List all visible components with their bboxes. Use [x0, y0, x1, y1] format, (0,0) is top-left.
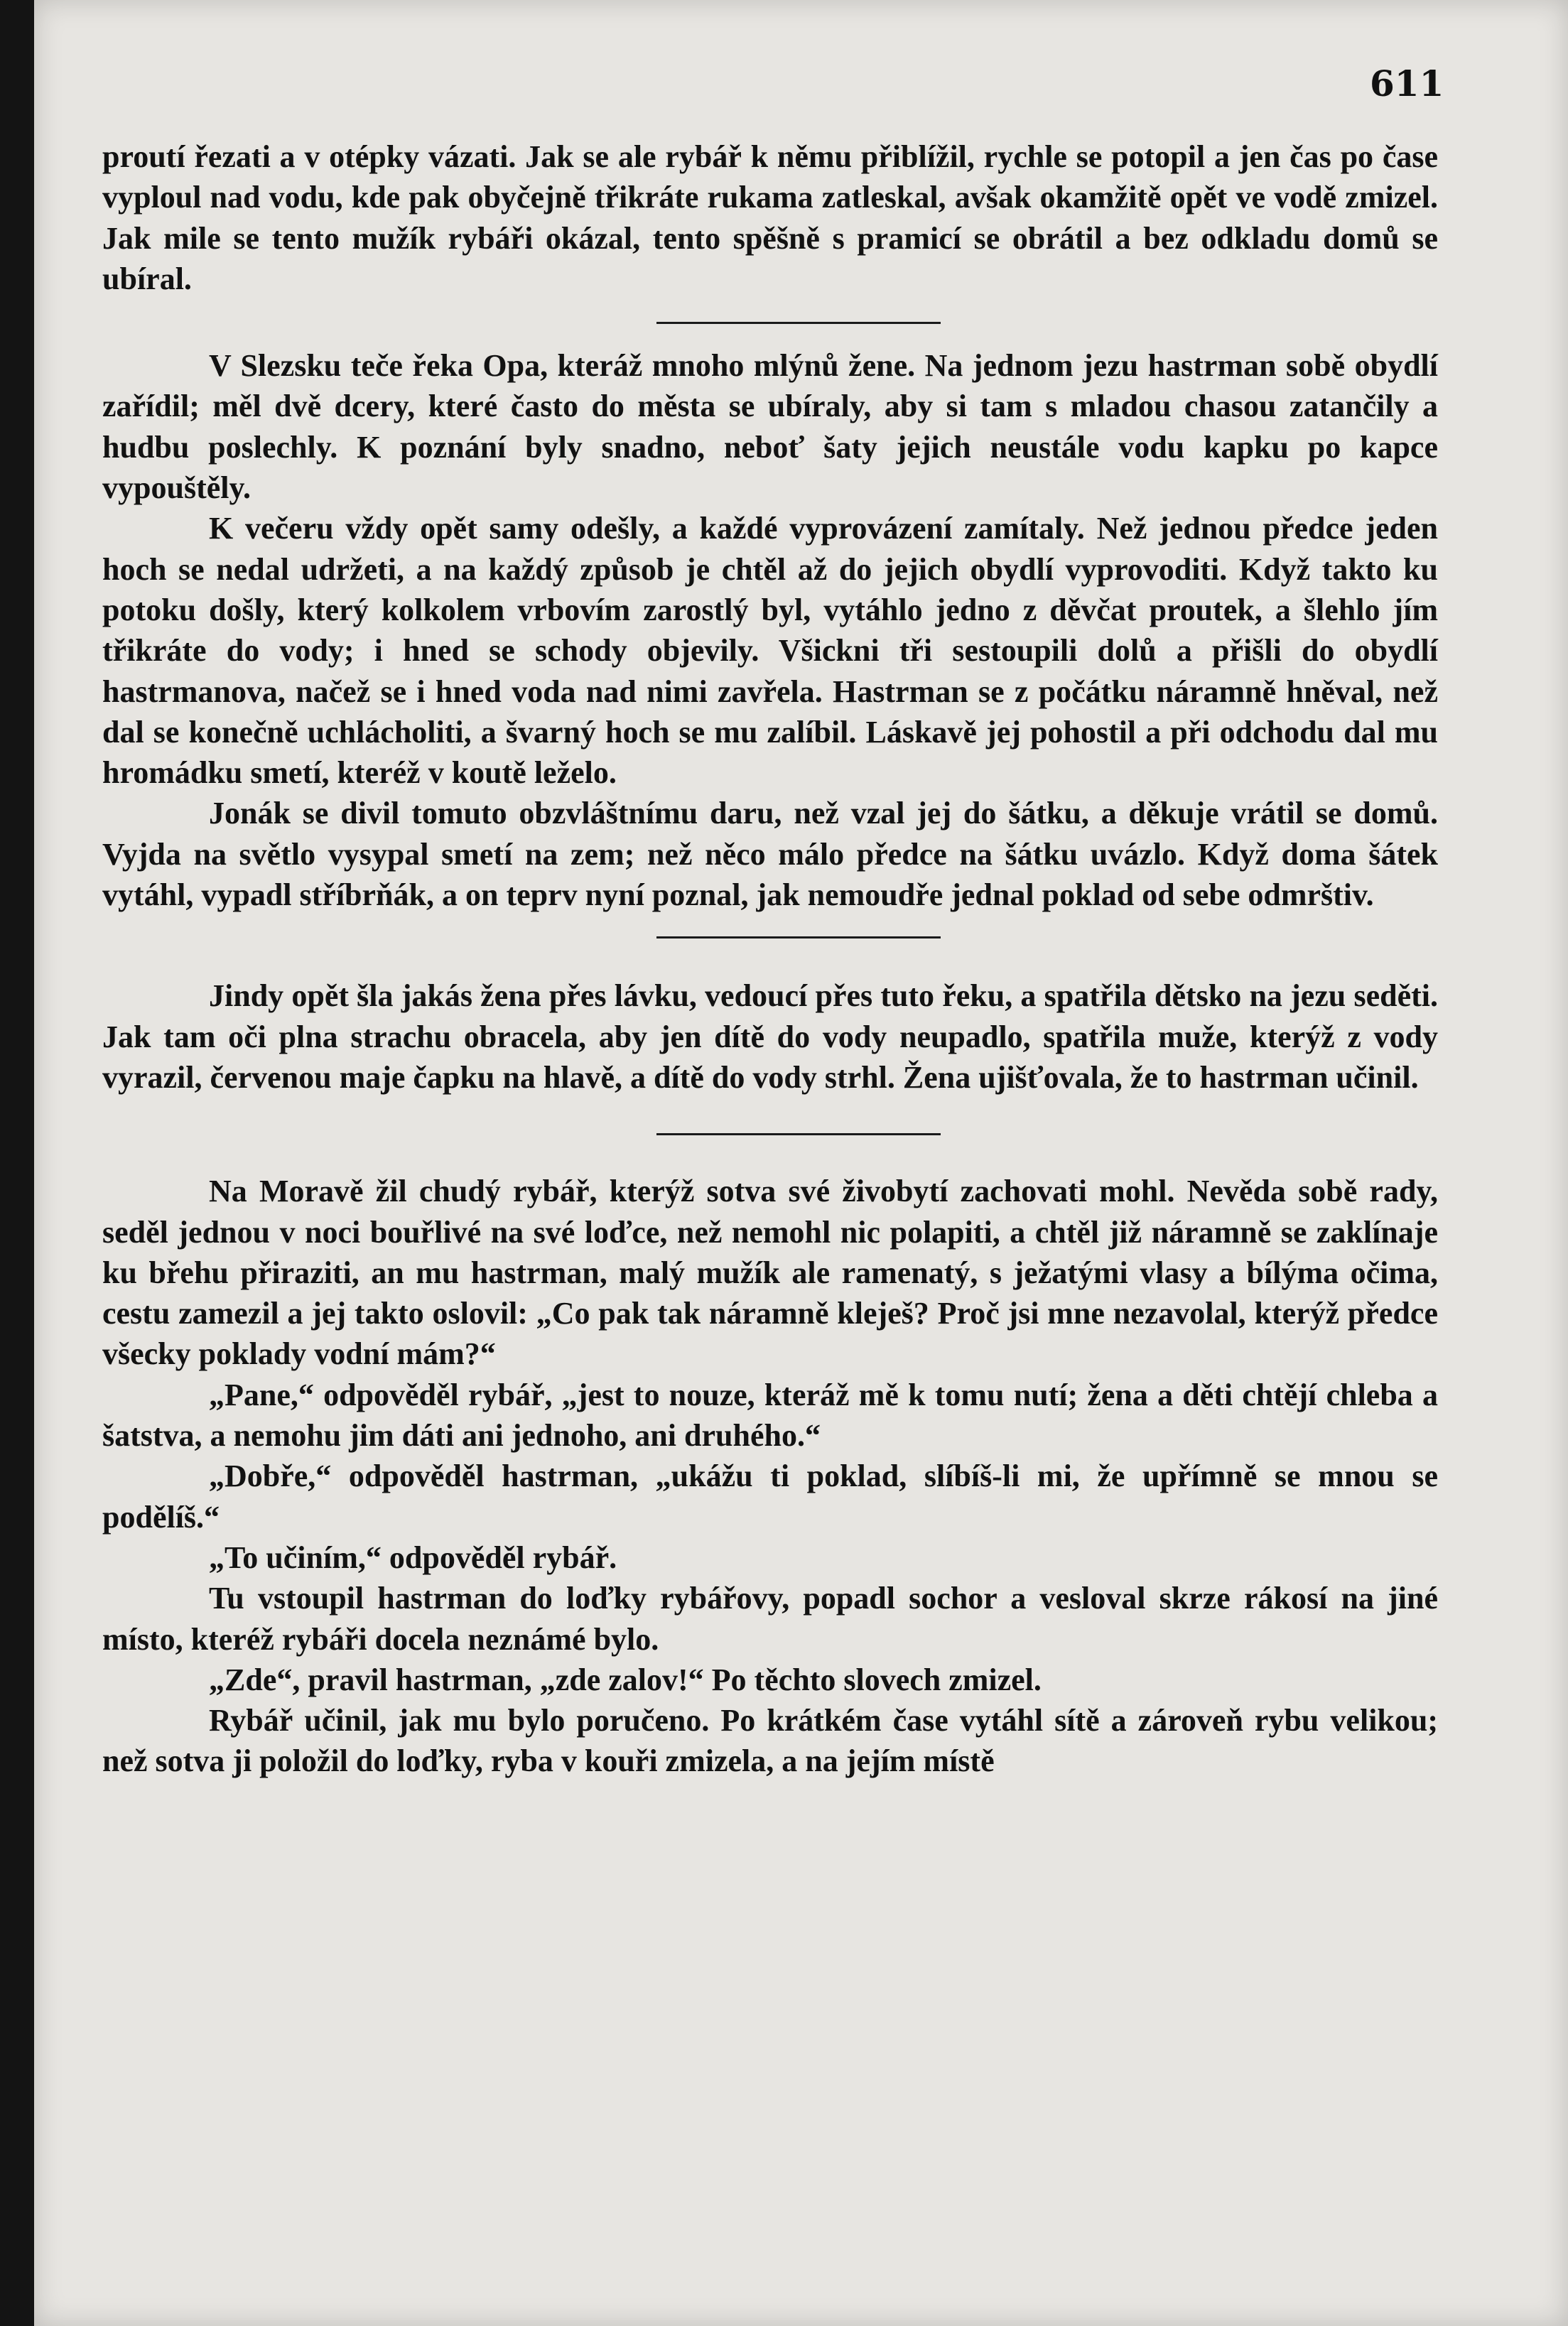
paragraph: proutí řezati a v otépky vázati. Jak se ale rybář k němu přiblížil, rychle se potopil a jen čas po čase vyploul nad vodu, kde pak obyčejně třikráte rukama zatleskal, avšak okamžitě opět ve vodě zmizel. Jak mile se tento mužík rybáři okázal, tento spěšně s pramicí se obrátil a bez odkladu domů se ubíral. [102, 139, 1438, 296]
paragraph: Rybář učinil, jak mu bylo poručeno. Po krátkém čase vytáhl sítě a zároveň rybu velikou; než sotva ji položil do loďky, ryba v kouři zmizela, a na jejím místě [102, 1703, 1438, 1779]
section-divider [656, 1133, 941, 1135]
paragraph: Na Moravě žil chudý rybář, kterýž sotva své živobytí zachovati mohl. Nevěda sobě rady, seděl jednou v noci bouřlivé na své loďce, než nemohl nic polapiti, a chtěl již náramně se zaklínaje ku břehu přiraziti, an mu hastrman, malý mužík ale ramenatý, s ježatými vlasy a bílýma očima, cestu zamezil a jej takto oslovil: „Co pak tak náramně kleješ? Proč jsi mne nezavolal, kterýž předce všecky poklady vodní mám?“ [102, 1174, 1438, 1372]
paragraph: Tu vstoupil hastrman do loďky rybářovy, popadl sochor a vesloval skrze rákosí na jiné místo, kteréž rybáři docela neznámé bylo. [102, 1581, 1438, 1657]
section-divider [656, 936, 941, 938]
book-page [34, 0, 1568, 2326]
section-divider [656, 322, 941, 324]
paragraph: „Pane,“ odpověděl rybář, „jest to nouze, kteráž mě k tomu nutí; žena a děti chtějí chleba a šatstva, a nemohu jim dáti ani jednoho, ani druhého.“ [102, 1377, 1438, 1454]
paragraph: Jindy opět šla jakás žena přes lávku, vedoucí přes tuto řeku, a spatřila dětsko na jezu seděti. Jak tam oči plna strachu obracela, aby jen dítě do vody neupadlo, spatřila muže, kterýž z vody vyrazil, červenou maje čapku na hlavě, a dítě do vody strhl. Žena ujišťovala, že to hastrman učinil. [102, 978, 1438, 1095]
page-text [102, 136, 1438, 1782]
paragraph: „Dobře,“ odpověděl hastrman, „ukážu ti poklad, slíbíš-li mi, že upřímně se mnou se podělíš.“ [102, 1459, 1438, 1535]
paragraph: „Zde“, pravil hastrman, „zde zalov!“ Po těchto slovech zmizel. [209, 1662, 1042, 1697]
page-number: 611 [1370, 63, 1444, 104]
paragraph: Jonák se divil tomuto obzvláštnímu daru, než vzal jej do šátku, a děkuje vrátil se domů. Vyjda na světlo vysypal smetí na zem; než něco málo předce na šátku uvázlo. Když doma šátek vytáhl, vypadl stříbrňák, a on teprv nyní poznal, jak nemoudře jednal poklad od sebe odmrštiv. [102, 796, 1438, 913]
paragraph: „To učiním,“ odpověděl rybář. [209, 1540, 617, 1575]
paragraph: V Slezsku teče řeka Opa, kteráž mnoho mlýnů žene. Na jednom jezu hastrman sobě obydlí zařídil; měl dvě dcery, které často do města se ubíraly, aby si tam s mladou chasou zatančily a hudbu poslechly. K poznání byly snadno, neboť šaty jejich neustále vodu kapku po kapce vypouštěly. [102, 348, 1438, 506]
paragraph: K večeru vždy opět samy odešly, a každé vyprovázení zamítaly. Než jednou předce jeden hoch se nedal udržeti, a na každý způsob je chtěl až do jejich obydlí vyprovoditi. Když takto ku potoku došly, který kolkolem vrbovím zarostlý byl, vytáhlo jedno z děvčat proutek, a šlehlo jím třikráte do vody; i hned se schody objevily. Všickni tři sestoupili dolů a přišli do obydlí hastrmanova, načež se i hned voda nad nimi zavřela. Hastrman se z počátku náramně hněval, než dal se konečně uchlácholiti, a švarný hoch se mu zalíbil. Láskavě jej pohostil a při odchodu dal mu hromádku smetí, kteréž v koutě leželo. [102, 511, 1438, 791]
